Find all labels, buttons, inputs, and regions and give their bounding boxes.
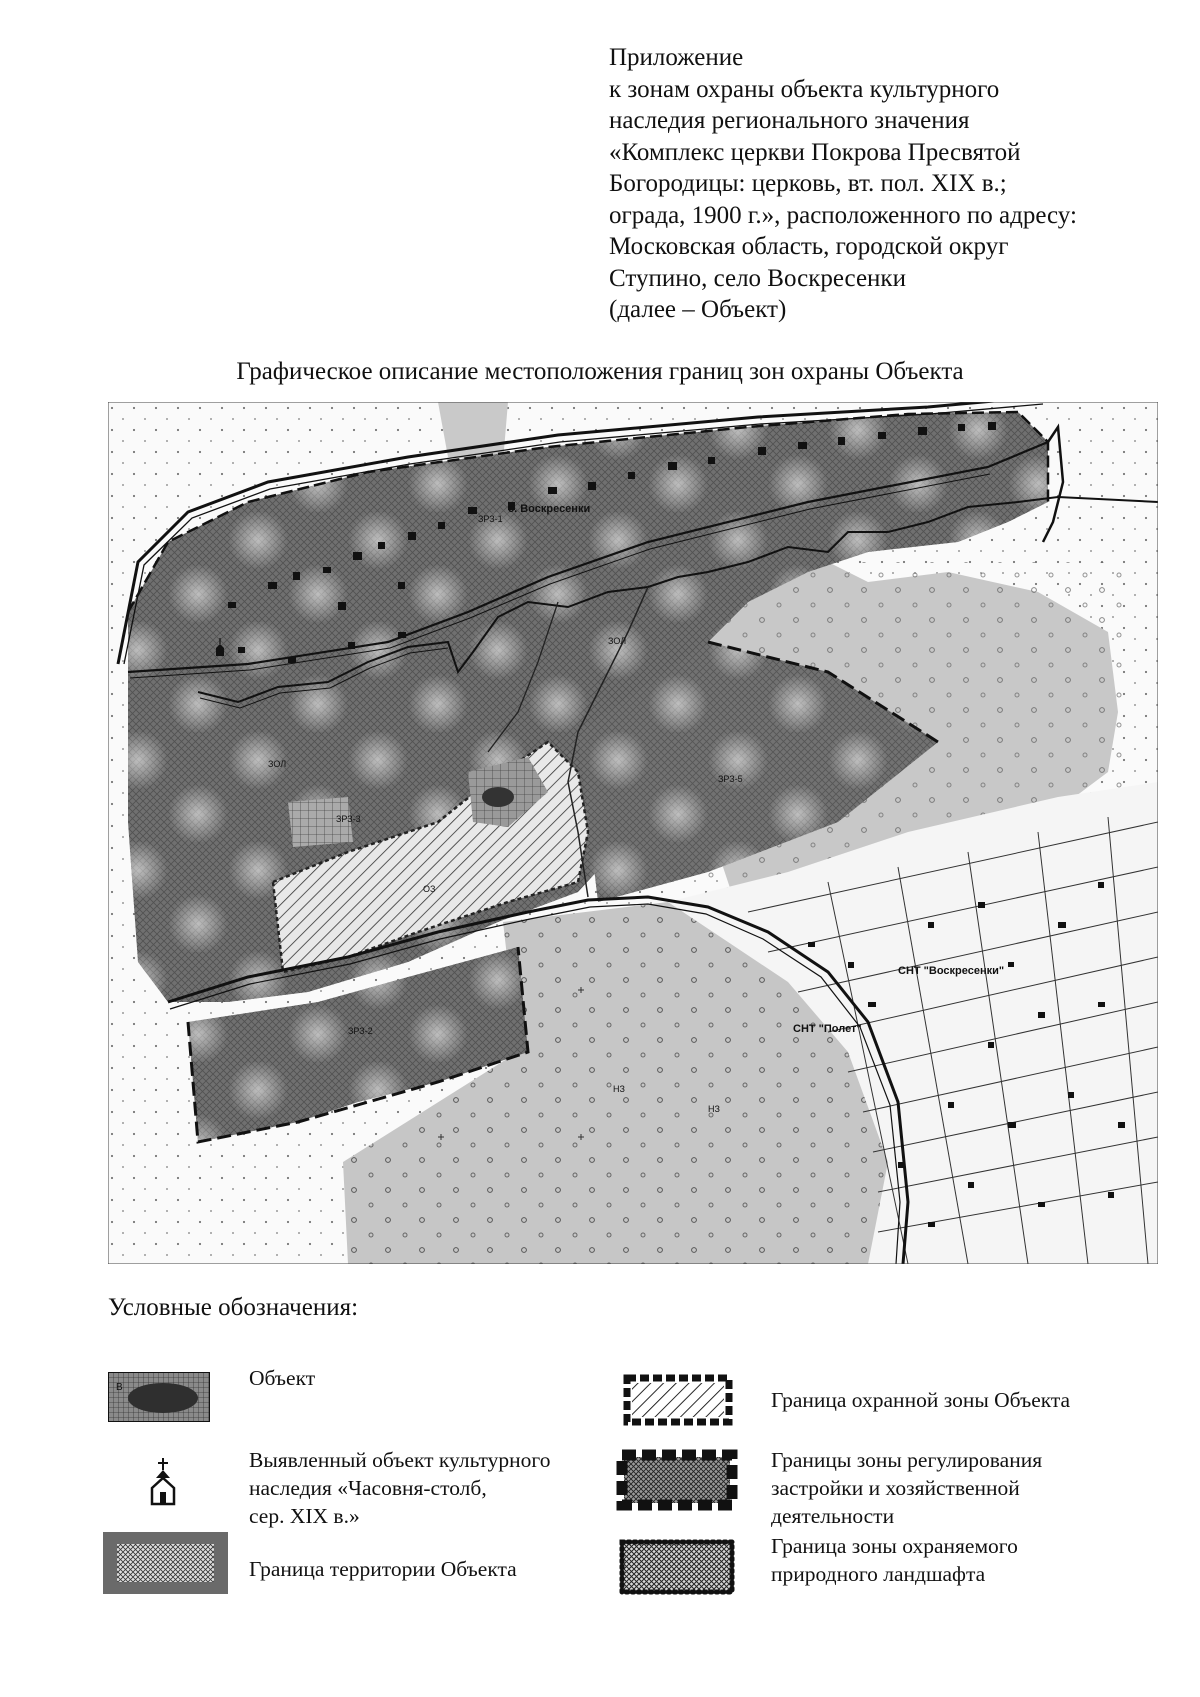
annex-line: Богородицы: церковь, вт. пол. XIX в.; [609,170,1007,197]
map-label-snt-polet: СНТ "Полет" [793,1023,862,1035]
map-label-zone: ЗОЛ [608,636,627,646]
map-label-zone: ЗРЗ-2 [348,1026,373,1036]
map-label-village: с. Воскресенки [508,503,591,515]
field-area-north [438,402,508,462]
map-figure [108,402,1158,1264]
legend-protection-zone-label: Граница охранной зоны Объекта [771,1388,1071,1412]
annex-line: наследия регионального значения [609,107,970,134]
map-label-zone: ЗРЗ-3 [336,814,361,824]
map-label-zone: ЗРЗ-5 [718,774,743,784]
legend-object-label: Объект [249,1366,316,1390]
svg-text:В: В [116,1382,123,1393]
territory-swatch-icon [103,1532,228,1594]
legend-chapel-label: Выявленный объект культурного наследия «Часовня-столб, сер. XIX в.» [249,1448,551,1528]
annex-line: Ступино, село Воскресенки [609,264,906,292]
map-label-snt-voskresenki: СНТ "Воскресенки" [898,965,1005,977]
annex-line: к зонам охраны объекта культурного [609,75,1000,103]
map-label-zone: ЗРЗ-1 [478,514,503,524]
legend-territory-label: Граница территории Объекта [249,1557,517,1581]
map-label-zone: ОЗ [423,884,436,894]
legend-title: Условные обозначения: [108,1294,359,1321]
map-label-zone: ЗОЛ [268,759,287,769]
object-swatch-icon [108,1372,210,1422]
map-label-field: НЗ [613,1084,625,1094]
landscape-zone-swatch-icon [619,1539,735,1595]
annex-line: (далее – Объект) [609,296,787,323]
object-church [482,787,514,807]
legend-regulation-zone-label: Границы зоны регулирования застройки и хозяйственной деятельности [771,1448,1043,1528]
protection-zone-swatch-icon [622,1373,734,1427]
legend-landscape-zone-label: Граница зоны охраняемого природного ландшафта [771,1534,1018,1586]
annex-line: Московская область, городской округ [609,233,1009,260]
annex-line: «Комплекс церкви Покрова Пресвятой [609,138,1021,166]
annex-line: Приложение [609,44,744,71]
annex-header [609,42,1179,326]
regulation-zone-swatch-icon [616,1449,738,1511]
chapel-icon [148,1458,178,1506]
annex-line: ограда, 1900 г.», расположенного по адресу: [609,201,1077,229]
map-label-field: НЗ [708,1104,720,1114]
map-title: Графическое описание местоположения границ зон охраны Объекта [236,358,964,385]
